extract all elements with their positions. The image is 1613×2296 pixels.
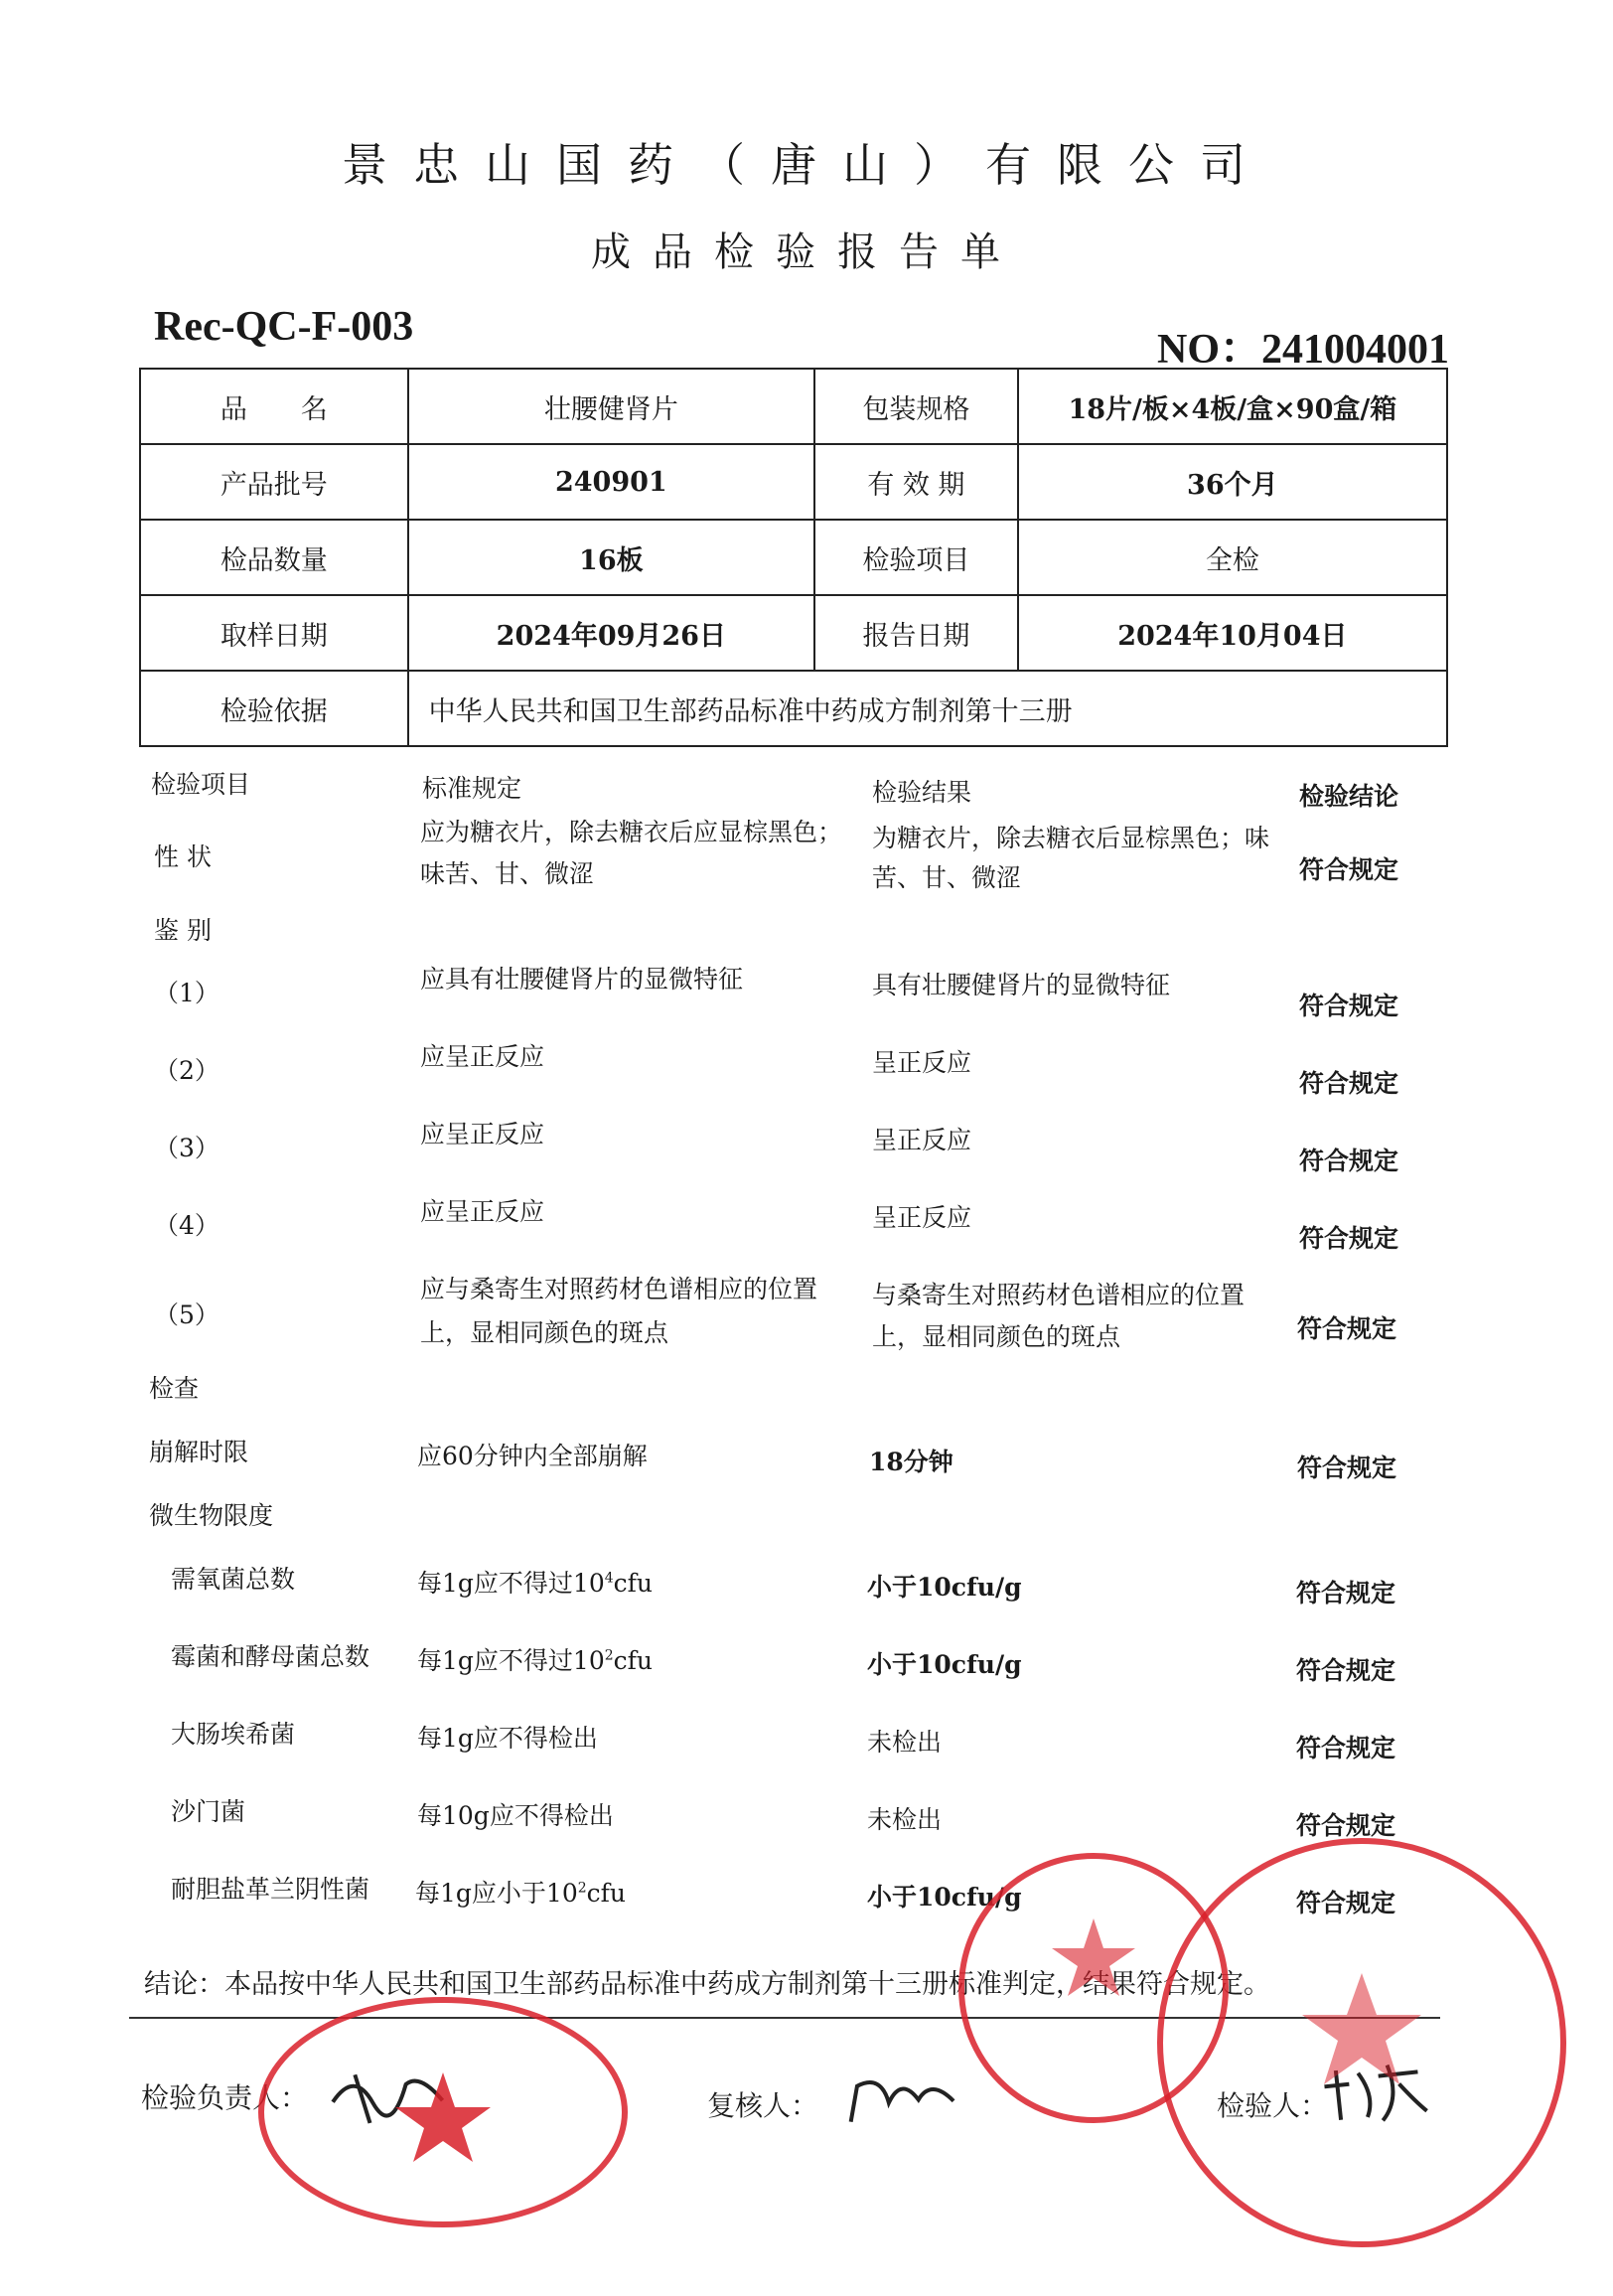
mold-label: 霉菌和酵母菌总数 bbox=[171, 1642, 370, 1671]
col-header-item: 检验项目 bbox=[151, 770, 251, 799]
ecoli-standard: 每1g应不得检出 bbox=[417, 1724, 598, 1753]
basis-label: 检验依据 bbox=[140, 671, 408, 746]
info-row bbox=[140, 520, 1447, 595]
inspector-label: 检验人： bbox=[1217, 2089, 1329, 2122]
disintegration-conclusion: 符合规定 bbox=[1297, 1454, 1397, 1482]
identification-label: 鉴 别 bbox=[154, 916, 212, 945]
id1-result: 具有壮腰健肾片的显微特征 bbox=[872, 971, 1171, 999]
qty-value: 16板 bbox=[408, 520, 814, 595]
id4-standard: 应呈正反应 bbox=[420, 1197, 545, 1226]
id5-result: 上，显相同颜色的斑点 bbox=[872, 1322, 1121, 1351]
reviewer-label: 复核人： bbox=[707, 2089, 819, 2122]
id5-label: （5） bbox=[154, 1301, 220, 1329]
validity-label: 有 效 期 bbox=[814, 444, 1018, 520]
sample-date-value: 2024年09月26日 bbox=[408, 595, 814, 671]
report-title: 成品检验报告单 bbox=[591, 230, 1022, 275]
batch-label: 产品批号 bbox=[140, 444, 408, 520]
validity-value: 36个月 bbox=[1018, 444, 1447, 520]
appearance-result: 苦、甘、微涩 bbox=[872, 863, 1022, 892]
batch-value: 240901 bbox=[408, 444, 814, 520]
id2-standard: 应呈正反应 bbox=[420, 1042, 545, 1071]
appearance-standard: 味苦、甘、微涩 bbox=[420, 859, 595, 888]
id5-standard: 应与桑寄生对照药材色谱相应的位置 bbox=[420, 1275, 818, 1303]
bile-standard: 每1g应小于$10^2cfu$ bbox=[415, 1879, 627, 1908]
info-row bbox=[140, 369, 1447, 444]
basis-value: 中华人民共和国卫生部药品标准中药成方制剂第十三册 bbox=[408, 671, 1447, 746]
info-row bbox=[140, 595, 1447, 671]
lead-signature-label: 检验负责人： bbox=[141, 2081, 309, 2114]
info-table bbox=[139, 368, 1448, 747]
id3-result: 呈正反应 bbox=[872, 1126, 972, 1154]
col-header-conclusion: 检验结论 bbox=[1299, 782, 1399, 811]
check-label: 检查 bbox=[149, 1374, 200, 1403]
id1-label: （1） bbox=[154, 979, 220, 1007]
mold-conclusion: 符合规定 bbox=[1296, 1656, 1396, 1685]
appearance-conclusion: 符合规定 bbox=[1299, 855, 1399, 884]
spec-label: 包装规格 bbox=[814, 369, 1018, 444]
id5-result: 与桑寄生对照药材色谱相应的位置 bbox=[872, 1281, 1246, 1309]
salmonella-label: 沙门菌 bbox=[171, 1797, 246, 1826]
disintegration-label: 崩解时限 bbox=[149, 1438, 249, 1466]
report-date-value: 2024年10月04日 bbox=[1018, 595, 1447, 671]
disintegration-standard: 应60分钟内全部崩解 bbox=[417, 1442, 648, 1470]
id4-label: （4） bbox=[154, 1211, 220, 1240]
id3-conclusion: 符合规定 bbox=[1299, 1147, 1399, 1175]
id4-conclusion: 符合规定 bbox=[1299, 1224, 1399, 1253]
item-label: 检验项目 bbox=[814, 520, 1018, 595]
spec-value: 18片/板×4板/盒×90盒/箱 bbox=[1018, 369, 1447, 444]
id4-result: 呈正反应 bbox=[872, 1203, 972, 1232]
qty-label: 检品数量 bbox=[140, 520, 408, 595]
salmonella-result: 未检出 bbox=[867, 1805, 943, 1834]
id1-standard: 应具有壮腰健肾片的显微特征 bbox=[420, 965, 744, 994]
col-header-standard: 标准规定 bbox=[422, 774, 522, 803]
qc-seal-stamp bbox=[1157, 1838, 1566, 2247]
mold-result: 小于10cfu/g bbox=[867, 1650, 1022, 1679]
info-row bbox=[140, 444, 1447, 520]
bile-label: 耐胆盐革兰阴性菌 bbox=[171, 1875, 370, 1904]
disintegration-result: 18分钟 bbox=[869, 1448, 953, 1476]
salmonella-standard: 每10g应不得检出 bbox=[417, 1801, 614, 1830]
inspection-seal-stamp bbox=[258, 1997, 628, 2227]
report-date-label: 报告日期 bbox=[814, 595, 1018, 671]
conclusion-statement: 结论：本品按中华人民共和国卫生部药品标准中药成方制剂第十三册标准判定，结果符合规定。 bbox=[144, 1969, 1270, 2000]
aerobic-conclusion: 符合规定 bbox=[1296, 1579, 1396, 1607]
doc-code: Rec-QC-F-003 bbox=[154, 304, 414, 350]
item-value: 全检 bbox=[1018, 520, 1447, 595]
id1-conclusion: 符合规定 bbox=[1299, 992, 1399, 1020]
product-value: 壮腰健肾片 bbox=[408, 369, 814, 444]
reviewer-signature bbox=[840, 2056, 967, 2151]
aerobic-standard: 每1g应不得过$10^4cfu$ bbox=[417, 1569, 654, 1598]
report-number: NO：241004001 bbox=[1157, 327, 1450, 373]
col-header-result: 检验结果 bbox=[872, 778, 972, 807]
id3-standard: 应呈正反应 bbox=[420, 1120, 545, 1148]
product-label: 品 名 bbox=[140, 369, 408, 444]
id3-label: （3） bbox=[154, 1134, 220, 1162]
sample-date-label: 取样日期 bbox=[140, 595, 408, 671]
id2-label: （2） bbox=[154, 1056, 220, 1085]
bile-conclusion: 符合规定 bbox=[1296, 1889, 1396, 1917]
aerobic-label: 需氧菌总数 bbox=[171, 1565, 296, 1594]
ecoli-result: 未检出 bbox=[867, 1728, 943, 1757]
micro-label: 微生物限度 bbox=[149, 1501, 274, 1530]
company-name: 景忠山国药（唐山）有限公司 bbox=[342, 138, 1271, 192]
id2-conclusion: 符合规定 bbox=[1299, 1069, 1399, 1098]
salmonella-conclusion: 符合规定 bbox=[1296, 1811, 1396, 1840]
aerobic-result: 小于10cfu/g bbox=[867, 1573, 1022, 1602]
appearance-result: 为糖衣片，除去糖衣后显棕黑色；味 bbox=[872, 824, 1270, 852]
info-row bbox=[140, 671, 1447, 746]
mold-standard: 每1g应不得过$10^2cfu$ bbox=[417, 1646, 654, 1675]
id2-result: 呈正反应 bbox=[872, 1048, 972, 1077]
ecoli-label: 大肠埃希菌 bbox=[171, 1720, 296, 1749]
id5-standard: 上，显相同颜色的斑点 bbox=[420, 1318, 669, 1347]
bile-result: 小于10cfu/g bbox=[867, 1883, 1022, 1912]
appearance-standard: 应为糖衣片，除去糖衣后应显棕黑色； bbox=[420, 818, 843, 846]
ecoli-conclusion: 符合规定 bbox=[1296, 1734, 1396, 1762]
id5-conclusion: 符合规定 bbox=[1297, 1314, 1397, 1343]
appearance-label: 性 状 bbox=[154, 842, 212, 871]
